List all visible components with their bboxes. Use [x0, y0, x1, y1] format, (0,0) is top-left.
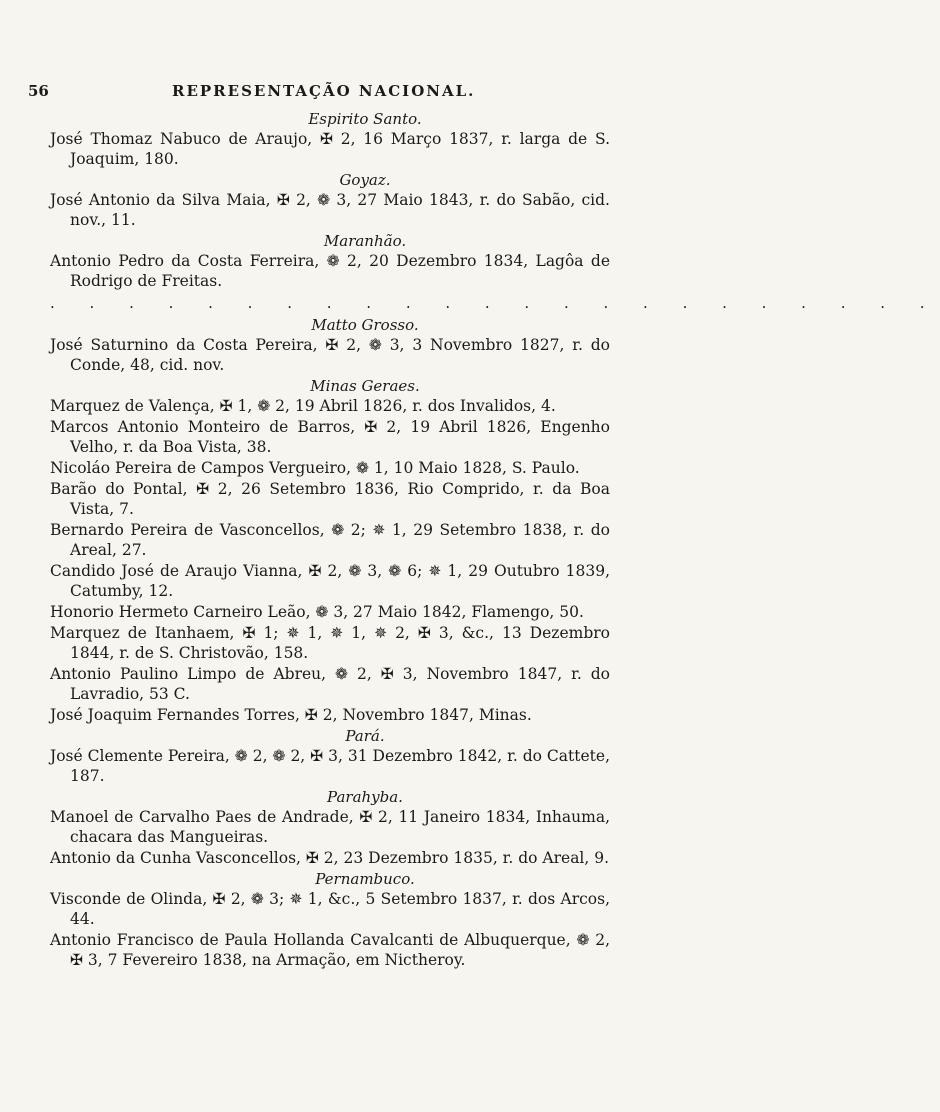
member-entry: Bernardo Pereira de Vasconcellos, ❁ 2; ✵ 1, 29 Setembro 1838, r. do Areal, 27.	[50, 521, 610, 559]
province-heading: Pernambuco.	[315, 870, 415, 888]
member-entry: José Saturnino da Costa Pereira, ✠ 2, ❁ 3, 3 Novembro 1827, r. do Conde, 48, cid. nov.	[50, 336, 610, 374]
province-heading: Matto Grosso.	[311, 316, 419, 334]
member-entry: Antonio Francisco de Paula Hollanda Cavalcanti de Albuquerque, ❁ 2, ✠ 3, 7 Fevereiro 1838, na Armação, em Nictheroy.	[50, 931, 610, 969]
member-entry: Manoel de Carvalho Paes de Andrade, ✠ 2, 11 Janeiro 1834, Inhauma, chacara das Mangueiras.	[50, 808, 610, 846]
member-entry: Marcos Antonio Monteiro de Barros, ✠ 2, 19 Abril 1826, Engenho Velho, r. da Boa Vista, 38.	[50, 418, 610, 456]
member-entry: José Clemente Pereira, ❁ 2, ❁ 2, ✠ 3, 31 Dezembro 1842, r. do Cattete, 187.	[50, 747, 610, 785]
member-entry: Nicoláo Pereira de Campos Vergueiro, ❁ 1, 10 Maio 1828, S. Paulo.	[50, 459, 580, 477]
province-heading: Goyaz.	[339, 171, 391, 189]
member-entry: Antonio Pedro da Costa Ferreira, ❁ 2, 20 Dezembro 1834, Lagôa de Rodrigo de Freitas.	[50, 252, 610, 290]
page-body	[50, 108, 940, 971]
province-heading: Maranhão.	[323, 232, 407, 250]
member-entry: Antonio Paulino Limpo de Abreu, ❁ 2, ✠ 3, Novembro 1847, r. do Lavradio, 53 C.	[50, 665, 610, 703]
page-number: 56	[28, 82, 49, 100]
member-entry: Visconde de Olinda, ✠ 2, ❁ 3; ✵ 1, &c., 5 Setembro 1837, r. dos Arcos, 44.	[50, 890, 610, 928]
member-entry: Antonio da Cunha Vasconcellos, ✠ 2, 23 Dezembro 1835, r. do Areal, 9.	[50, 849, 610, 867]
member-entry: José Joaquim Fernandes Torres, ✠ 2, Novembro 1847, Minas.	[50, 706, 532, 724]
running-head: REPRESENTAÇÃO NACIONAL.	[172, 82, 476, 100]
member-entry: José Antonio da Silva Maia, ✠ 2, ❁ 3, 27 Maio 1843, r. do Sabão, cid. nov., 11.	[50, 191, 610, 229]
province-heading: Espirito Santo.	[308, 110, 422, 128]
member-entry: Honorio Hermeto Carneiro Leão, ❁ 3, 27 Maio 1842, Flamengo, 50.	[50, 603, 584, 621]
province-heading: Minas Geraes.	[310, 377, 420, 395]
ellipsis-separator: . . . . . . . . . . . . . . . . . . . . . . .	[50, 294, 940, 312]
member-entry: José Thomaz Nabuco de Araujo, ✠ 2, 16 Março 1837, r. larga de S. Joaquim, 180.	[50, 130, 610, 168]
member-entry: Candido José de Araujo Vianna, ✠ 2, ❁ 3, ❁ 6; ✵ 1, 29 Outubro 1839, Catumby, 12.	[50, 562, 610, 600]
province-heading: Parahyba.	[327, 788, 403, 806]
member-entry: Barão do Pontal, ✠ 2, 26 Setembro 1836, Rio Comprido, r. da Boa Vista, 7.	[50, 480, 610, 518]
member-entry: Marquez de Valença, ✠ 1, ❁ 2, 19 Abril 1826, r. dos Invalidos, 4.	[50, 397, 556, 415]
member-entry: Marquez de Itanhaem, ✠ 1; ✵ 1, ✵ 1, ✵ 2, ✠ 3, &c., 13 Dezembro 1844, r. de S. Christovão, 158.	[50, 624, 610, 662]
province-heading: Pará.	[345, 727, 385, 745]
